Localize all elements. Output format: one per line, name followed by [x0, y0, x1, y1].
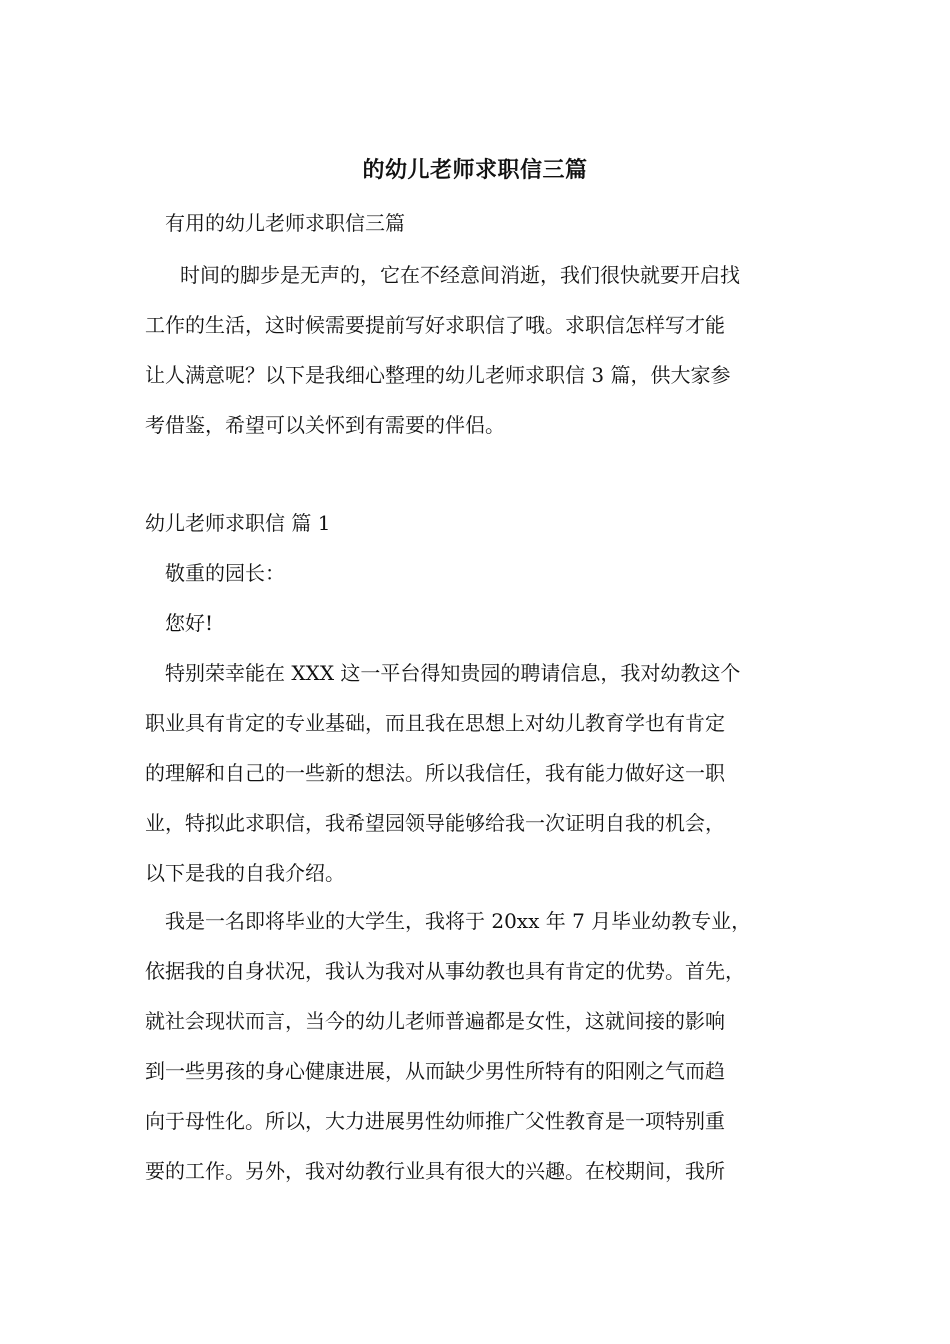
paragraph-line: 我是一名即将毕业的大学生，我将于 20xx 年 7 月毕业幼教专业， — [165, 909, 752, 933]
paragraph-line: 依据我的自身状况，我认为我对从事幼教也具有肯定的优势。首先， — [145, 959, 745, 983]
salutation: 敬重的园长： — [165, 561, 285, 585]
paragraph-line: 就社会现状而言，当今的幼儿老师普遍都是女性，这就间接的影响 — [145, 1009, 725, 1033]
intro-line: 让人满意呢？以下是我细心整理的幼儿老师求职信 3 篇，供大家参 — [145, 363, 731, 387]
paragraph-line: 到一些男孩的身心健康进展，从而缺少男性所特有的阳刚之气而趋 — [145, 1059, 725, 1083]
intro-line: 考借鉴，希望可以关怀到有需要的伴侣。 — [145, 413, 505, 437]
paragraph-line: 以下是我的自我介绍。 — [145, 861, 345, 885]
paragraph-line: 要的工作。另外，我对幼教行业具有很大的兴趣。在校期间，我所 — [145, 1159, 725, 1183]
paragraph-line: 向于母性化。所以，大力进展男性幼师推广父性教育是一项特别重 — [145, 1109, 725, 1133]
intro-line: 工作的生活，这时候需要提前写好求职信了哦。求职信怎样写才能 — [145, 313, 725, 337]
document-title: 的幼儿老师求职信三篇 — [362, 157, 588, 183]
section-heading: 幼儿老师求职信 篇 1 — [145, 511, 331, 535]
intro-line: 时间的脚步是无声的，它在不经意间消逝，我们很快就要开启找 — [180, 263, 740, 287]
paragraph-line: 特别荣幸能在 XXX 这一平台得知贵园的聘请信息，我对幼教这个 — [165, 661, 741, 685]
document-subtitle: 有用的幼儿老师求职信三篇 — [165, 211, 405, 235]
paragraph-line: 职业具有肯定的专业基础，而且我在思想上对幼儿教育学也有肯定 — [145, 711, 725, 735]
greeting: 您好! — [165, 611, 214, 635]
paragraph-line: 业，特拟此求职信，我希望园领导能够给我一次证明自我的机会， — [145, 811, 725, 835]
paragraph-line: 的理解和自己的一些新的想法。所以我信任，我有能力做好这一职 — [145, 761, 725, 785]
